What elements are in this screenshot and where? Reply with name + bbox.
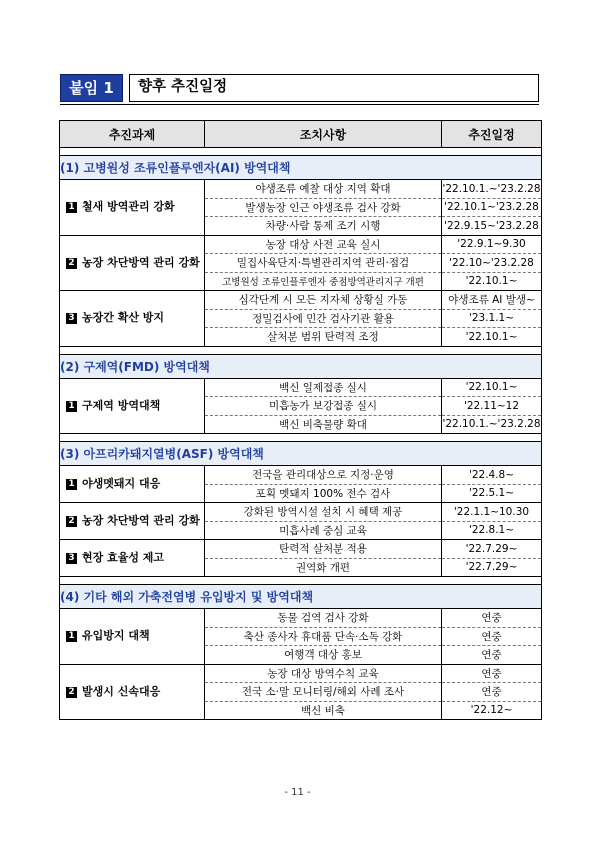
action-cell: 여행객 대상 홍보 (205, 646, 442, 665)
table-row (60, 466, 542, 485)
action-cell: 발생농장 인근 야생조류 검사 강화 (205, 198, 442, 217)
task-cell (60, 609, 205, 665)
task-cell (60, 291, 205, 347)
task-label: 구제역 방역대책 (82, 398, 161, 412)
schedule-cell: '22.10.1~ (442, 272, 542, 291)
schedule-cell: 연중 (442, 683, 542, 702)
title-bar (60, 74, 539, 104)
schedule-cell: '22.9.15~'23.2.28 (442, 217, 542, 236)
action-cell: 차량·사람 통제 조기 시행 (205, 217, 442, 236)
schedule-cell: '22.12~ (442, 701, 542, 720)
page-number: - 11 - (284, 787, 311, 798)
action-cell: 백신 비축 (205, 701, 442, 720)
schedule-cell: 연중 (442, 609, 542, 628)
section-title: (3) 아프리카돼지열병(ASF) 방역대책 (60, 442, 542, 466)
section-spacer (60, 434, 542, 442)
action-cell: 강화된 방역시설 설치 시 혜택 제공 (205, 503, 442, 522)
item-number-badge: 2 (66, 258, 77, 269)
section-header (60, 585, 542, 609)
schedule-cell: 연중 (442, 627, 542, 646)
section-header (60, 156, 542, 180)
task-label: 농장 차단방역 관리 강화 (82, 255, 200, 269)
schedule-cell: '22.11~12 (442, 397, 542, 416)
schedule-cell: 연중 (442, 664, 542, 683)
action-cell: 축산 종사자 휴대품 단속·소독 강화 (205, 627, 442, 646)
action-cell: 미흡사례 중심 교육 (205, 521, 442, 540)
action-cell: 전국 소·말 모니터링/해외 사례 조사 (205, 683, 442, 702)
section-spacer (60, 577, 542, 585)
task-cell (60, 180, 205, 236)
action-cell: 동물 검역 검사 강화 (205, 609, 442, 628)
action-cell: 전국을 관리대상으로 지정·운영 (205, 466, 442, 485)
schedule-cell: 연중 (442, 646, 542, 665)
section-title: (4) 기타 해외 가축전염병 유입방지 및 방역대책 (60, 585, 542, 609)
schedule-cell: '22.10.1.~'23.2.28 (442, 415, 542, 434)
action-cell: 미흡농가 보강접종 실시 (205, 397, 442, 416)
task-label: 발생시 신속대응 (82, 684, 161, 698)
section-spacer (60, 346, 542, 354)
action-cell: 탄력적 살처분 적용 (205, 540, 442, 559)
header-row (60, 121, 542, 148)
section-header (60, 354, 542, 378)
page-title: 향후 추진일정 (129, 74, 539, 102)
item-number-badge: 1 (66, 202, 77, 213)
action-cell: 밀집사육단지·특별관리지역 관리·점검 (205, 254, 442, 273)
action-cell: 백신 비축물량 확대 (205, 415, 442, 434)
action-cell: 포획 멧돼지 100% 전수 검사 (205, 484, 442, 503)
task-cell (60, 664, 205, 720)
item-number-badge: 2 (66, 516, 77, 527)
table-row (60, 540, 542, 559)
item-number-badge: 1 (66, 479, 77, 490)
task-label: 유입방지 대책 (82, 629, 150, 643)
schedule-cell: 야생조류 AI 발생~ (442, 291, 542, 310)
table-row (60, 180, 542, 199)
schedule-body (60, 148, 542, 720)
header-task: 추진과제 (60, 121, 205, 148)
table-row (60, 503, 542, 522)
schedule-cell: '23.1.1~ (442, 309, 542, 328)
schedule-cell: '22.10.1.~'23.2.28 (442, 180, 542, 199)
schedule-table (59, 120, 542, 720)
task-cell (60, 503, 205, 540)
section-title: (2) 구제역(FMD) 방역대책 (60, 354, 542, 378)
title-underline (60, 104, 539, 105)
schedule-cell: '22.10~'23.2.28 (442, 254, 542, 273)
section-spacer (60, 148, 542, 156)
table-row (60, 291, 542, 310)
schedule-cell: '22.8.1~ (442, 521, 542, 540)
action-cell: 농장 대상 방역수칙 교육 (205, 664, 442, 683)
action-cell: 고병원성 조류인플루엔자 중점방역관리지구 개편 (205, 272, 442, 291)
schedule-cell: '22.10.1~ (442, 378, 542, 397)
schedule-cell: '22.9.1~9.30 (442, 235, 542, 254)
schedule-cell: '22.1.1~10.30 (442, 503, 542, 522)
task-cell (60, 466, 205, 503)
header-action: 조치사항 (205, 121, 442, 148)
schedule-cell: '22.5.1~ (442, 484, 542, 503)
action-cell: 살처분 범위 탄력적 조정 (205, 328, 442, 347)
attachment-badge: 붙임 1 (60, 74, 123, 102)
item-number-badge: 3 (66, 553, 77, 564)
section-title: (1) 고병원성 조류인플루엔자(AI) 방역대책 (60, 156, 542, 180)
item-number-badge: 1 (66, 631, 77, 642)
task-cell (60, 378, 205, 434)
task-cell (60, 235, 205, 291)
action-cell: 심각단계 시 모든 지자체 상황실 가동 (205, 291, 442, 310)
task-label: 현장 효율성 제고 (82, 551, 165, 564)
task-cell (60, 540, 205, 577)
table-row (60, 378, 542, 397)
task-label: 철새 방역관리 강화 (82, 200, 175, 214)
task-label: 야생멧돼지 대응 (82, 477, 161, 490)
header-schedule: 추진일정 (442, 121, 542, 148)
action-cell: 농장 대상 사전 교육 실시 (205, 235, 442, 254)
schedule-cell: '22.7.29~ (442, 558, 542, 577)
table-row (60, 235, 542, 254)
action-cell: 야생조류 예찰 대상 지역 확대 (205, 180, 442, 199)
item-number-badge: 2 (66, 687, 77, 698)
table-row (60, 609, 542, 628)
task-label: 농장간 확산 방지 (82, 311, 165, 325)
task-label: 농장 차단방역 관리 강화 (82, 514, 200, 527)
section-header (60, 442, 542, 466)
table-row (60, 664, 542, 683)
item-number-badge: 3 (66, 313, 77, 324)
schedule-cell: '22.10.1~'23.2.28 (442, 198, 542, 217)
schedule-cell: '22.4.8~ (442, 466, 542, 485)
schedule-cell: '22.7.29~ (442, 540, 542, 559)
action-cell: 백신 일제접종 실시 (205, 378, 442, 397)
action-cell: 정밀검사에 민간 검사기관 활용 (205, 309, 442, 328)
schedule-cell: '22.10.1~ (442, 328, 542, 347)
action-cell: 권역화 개편 (205, 558, 442, 577)
item-number-badge: 1 (66, 401, 77, 412)
